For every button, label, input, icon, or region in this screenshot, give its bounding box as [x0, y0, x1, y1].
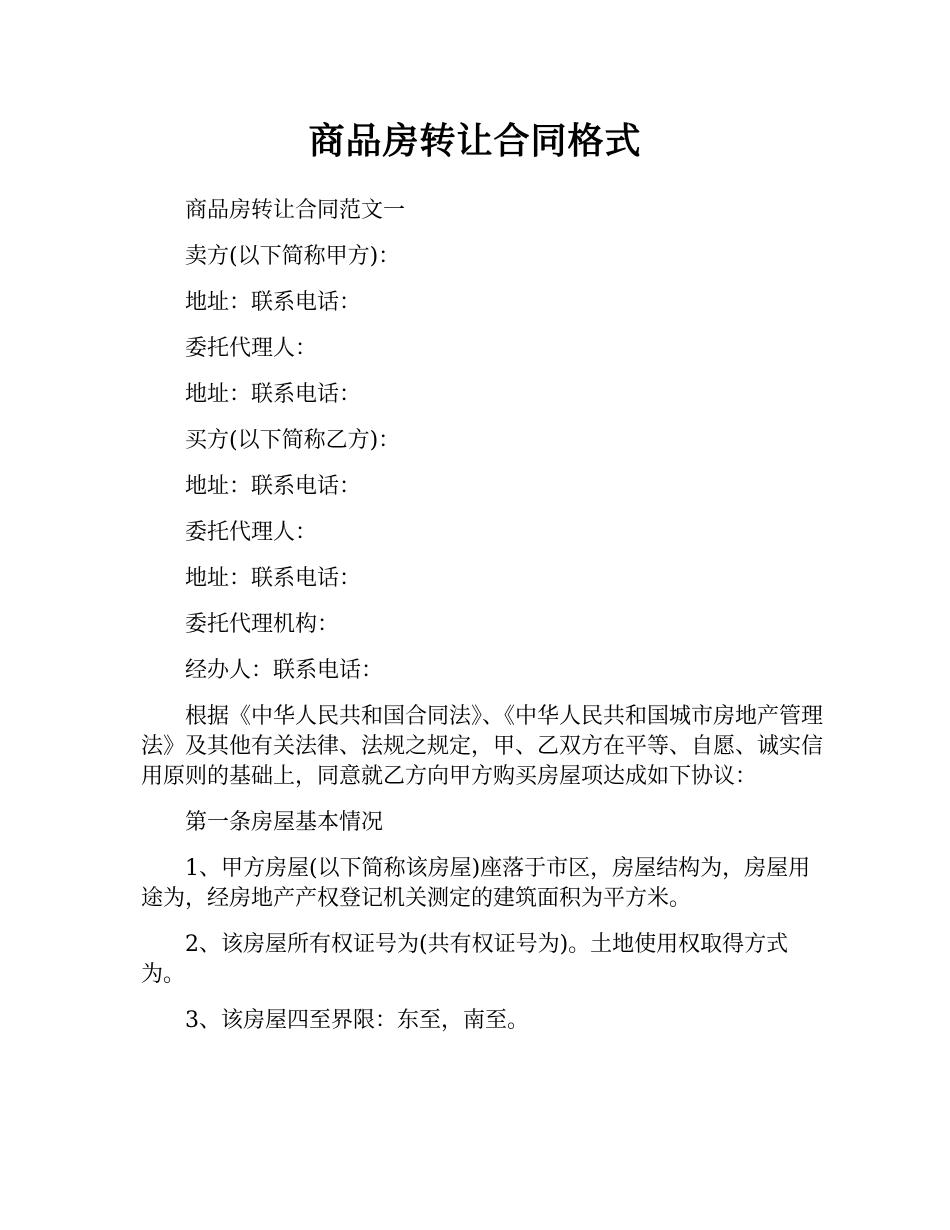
paragraph-seller: 卖方(以下简称甲方)：	[185, 244, 401, 269]
paragraph-seller-address: 地址：联系电话：	[185, 290, 362, 315]
paragraph-article-one-heading: 第一条房屋基本情况	[185, 810, 384, 835]
paragraph-handler: 经办人：联系电话：	[185, 658, 384, 683]
paragraph-agency: 委托代理机构：	[185, 612, 340, 637]
paragraph-buyer-address: 地址：联系电话：	[185, 474, 362, 499]
paragraph-buyer-agent-address: 地址：联系电话：	[185, 566, 362, 591]
paragraph-preamble: 根据《中华人民共和国合同法》、《中华人民共和国城市房地产管理法》及其他有关法律、法规之规定，甲、乙双方在平等、自愿、诚实信用原则的基础上，同意就乙方向甲方购买房屋项达成如下协议：	[141, 704, 824, 789]
paragraph-buyer: 买方(以下简称乙方)：	[185, 428, 401, 453]
paragraph-buyer-agent: 委托代理人：	[185, 520, 318, 545]
paragraph-clause-1: 1、甲方房屋(以下简称该房屋)座落于市区，房屋结构为，房屋用途为，经房地产产权登记机关测定的建筑面积为平方米。	[141, 856, 811, 911]
paragraph-seller-agent-address: 地址：联系电话：	[185, 382, 362, 407]
document-body	[141, 196, 831, 1052]
paragraph-clause-3: 3、该房屋四至界限：东至，南至。	[185, 1008, 529, 1033]
document-title: 商品房转让合同格式	[308, 121, 642, 162]
paragraph-clause-2: 2、该房屋所有权证号为(共有权证号为)。土地使用权取得方式为。	[141, 932, 789, 987]
paragraph-subtitle: 商品房转让合同范文一	[185, 198, 406, 223]
paragraph-seller-agent: 委托代理人：	[185, 336, 318, 361]
